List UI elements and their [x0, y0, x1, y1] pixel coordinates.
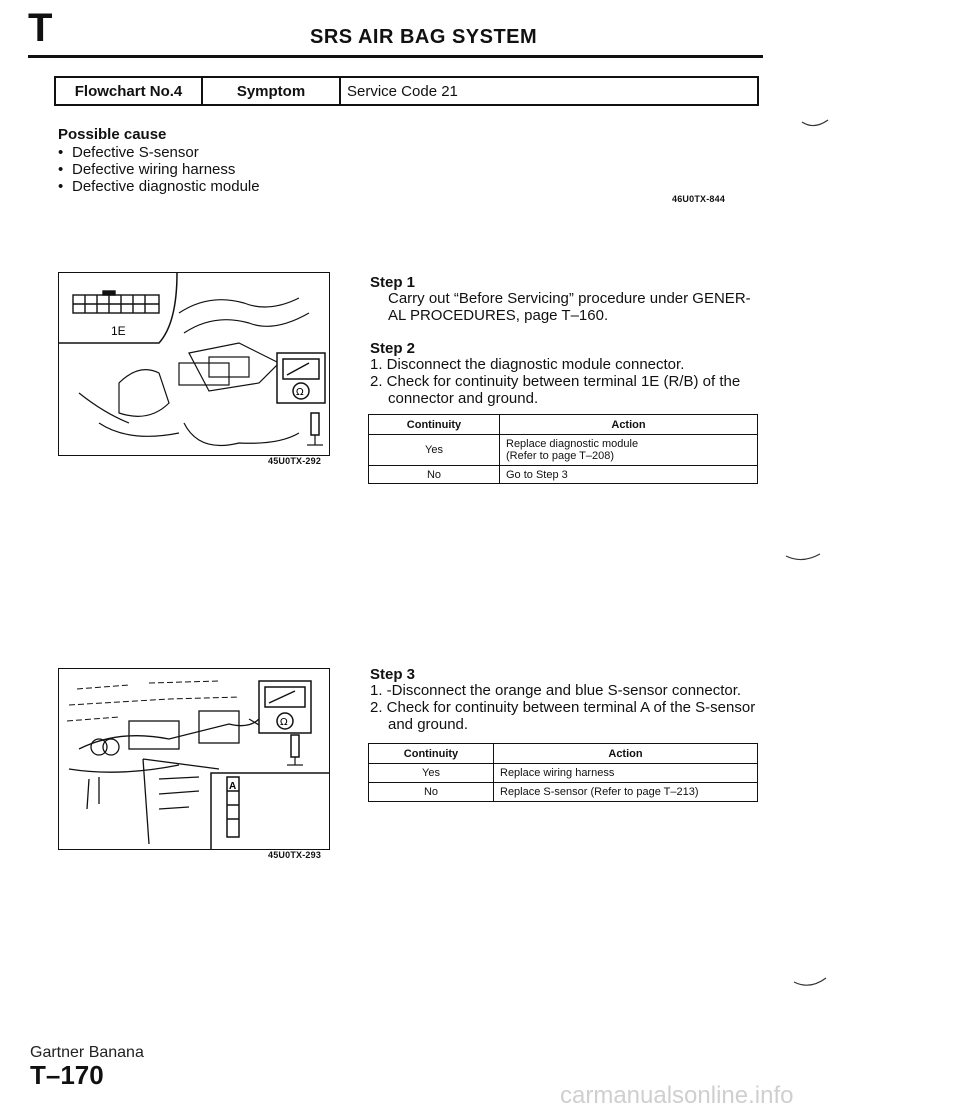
figure-1-illustration — [58, 272, 330, 456]
step-3-body — [370, 682, 770, 733]
page-number: T–170 — [30, 1060, 104, 1090]
step-line: 1. -Disconnect the orange and blue S-sensor connector. — [370, 682, 742, 699]
step-line: AL PROCEDURES, page T–160. — [388, 307, 609, 324]
table-cell: No — [369, 783, 494, 802]
table-row — [369, 466, 758, 484]
step-3-result-table — [368, 743, 758, 802]
connector-multimeter-illustration — [59, 273, 329, 455]
margin-mark — [784, 552, 824, 566]
table-cell: Replace S-sensor (Refer to page T–213) — [494, 783, 758, 802]
page-title: SRS AIR BAG SYSTEM — [310, 26, 538, 48]
table-row — [369, 435, 758, 466]
table-cell — [500, 435, 758, 466]
step-line: connector and ground. — [388, 390, 539, 407]
sensor-connector-label: A — [229, 781, 237, 792]
list-item: • Defective diagnostic module — [58, 178, 260, 195]
list-item: • Defective S-sensor — [58, 144, 260, 161]
figure-code: 45U0TX-292 — [268, 456, 322, 466]
connector-label: 1E — [111, 324, 126, 338]
flowchart-number: Flowchart No.4 — [56, 78, 203, 104]
list-item: • Defective wiring harness — [58, 161, 260, 178]
table-cell: No — [369, 466, 500, 484]
svg-text:Ω: Ω — [280, 717, 288, 728]
table-cell: Go to Step 3 — [500, 466, 758, 484]
svg-text:Ω: Ω — [296, 387, 304, 398]
step-line: 2. Check for continuity between terminal 1E (R/B) of the — [370, 373, 741, 390]
column-header: Action — [500, 415, 758, 435]
cell-line: Replace diagnostic module — [506, 438, 639, 450]
table-row — [369, 783, 758, 802]
step-2-result-table — [368, 414, 758, 484]
table-cell: Yes — [369, 435, 500, 466]
step-1-title: Step 1 — [370, 274, 416, 291]
flowchart-header-table — [54, 76, 759, 106]
margin-mark — [792, 976, 828, 992]
table-header-row — [369, 744, 758, 764]
figure-code: 46U0TX-844 — [672, 194, 726, 204]
sensor-multimeter-illustration — [59, 669, 329, 849]
step-line: Carry out “Before Servicing” procedure under GENER- — [388, 290, 751, 307]
figure-2-illustration — [58, 668, 330, 850]
table-header-row — [369, 415, 758, 435]
site-watermark: carmanualsonline.info — [560, 1082, 794, 1109]
possible-cause-title: Possible cause — [58, 126, 167, 143]
step-2-body — [370, 356, 770, 407]
step-1-body — [388, 290, 768, 324]
table-cell: Replace wiring harness — [494, 764, 758, 783]
possible-cause-list — [58, 144, 260, 195]
step-2-title: Step 2 — [370, 340, 416, 357]
title-rule — [28, 55, 763, 58]
column-header: Continuity — [369, 415, 500, 435]
symptom-label: Symptom — [203, 78, 341, 104]
section-letter: T — [28, 6, 53, 50]
step-line: 1. Disconnect the diagnostic module connector. — [370, 356, 685, 373]
column-header: Action — [494, 744, 758, 764]
figure-code: 45U0TX-293 — [268, 850, 322, 860]
table-row — [369, 764, 758, 783]
column-header: Continuity — [369, 744, 494, 764]
margin-mark — [800, 118, 830, 132]
symptom-value: Service Code 21 — [347, 82, 458, 100]
connector-inset — [73, 291, 159, 313]
step-line: 2. Check for continuity between terminal A of the S-sensor — [370, 699, 756, 716]
step-line: and ground. — [388, 716, 469, 733]
cell-line: (Refer to page T–208) — [506, 450, 615, 462]
source-watermark: Gartner Banana — [30, 1044, 144, 1061]
step-3-title: Step 3 — [370, 666, 416, 683]
table-cell: Yes — [369, 764, 494, 783]
